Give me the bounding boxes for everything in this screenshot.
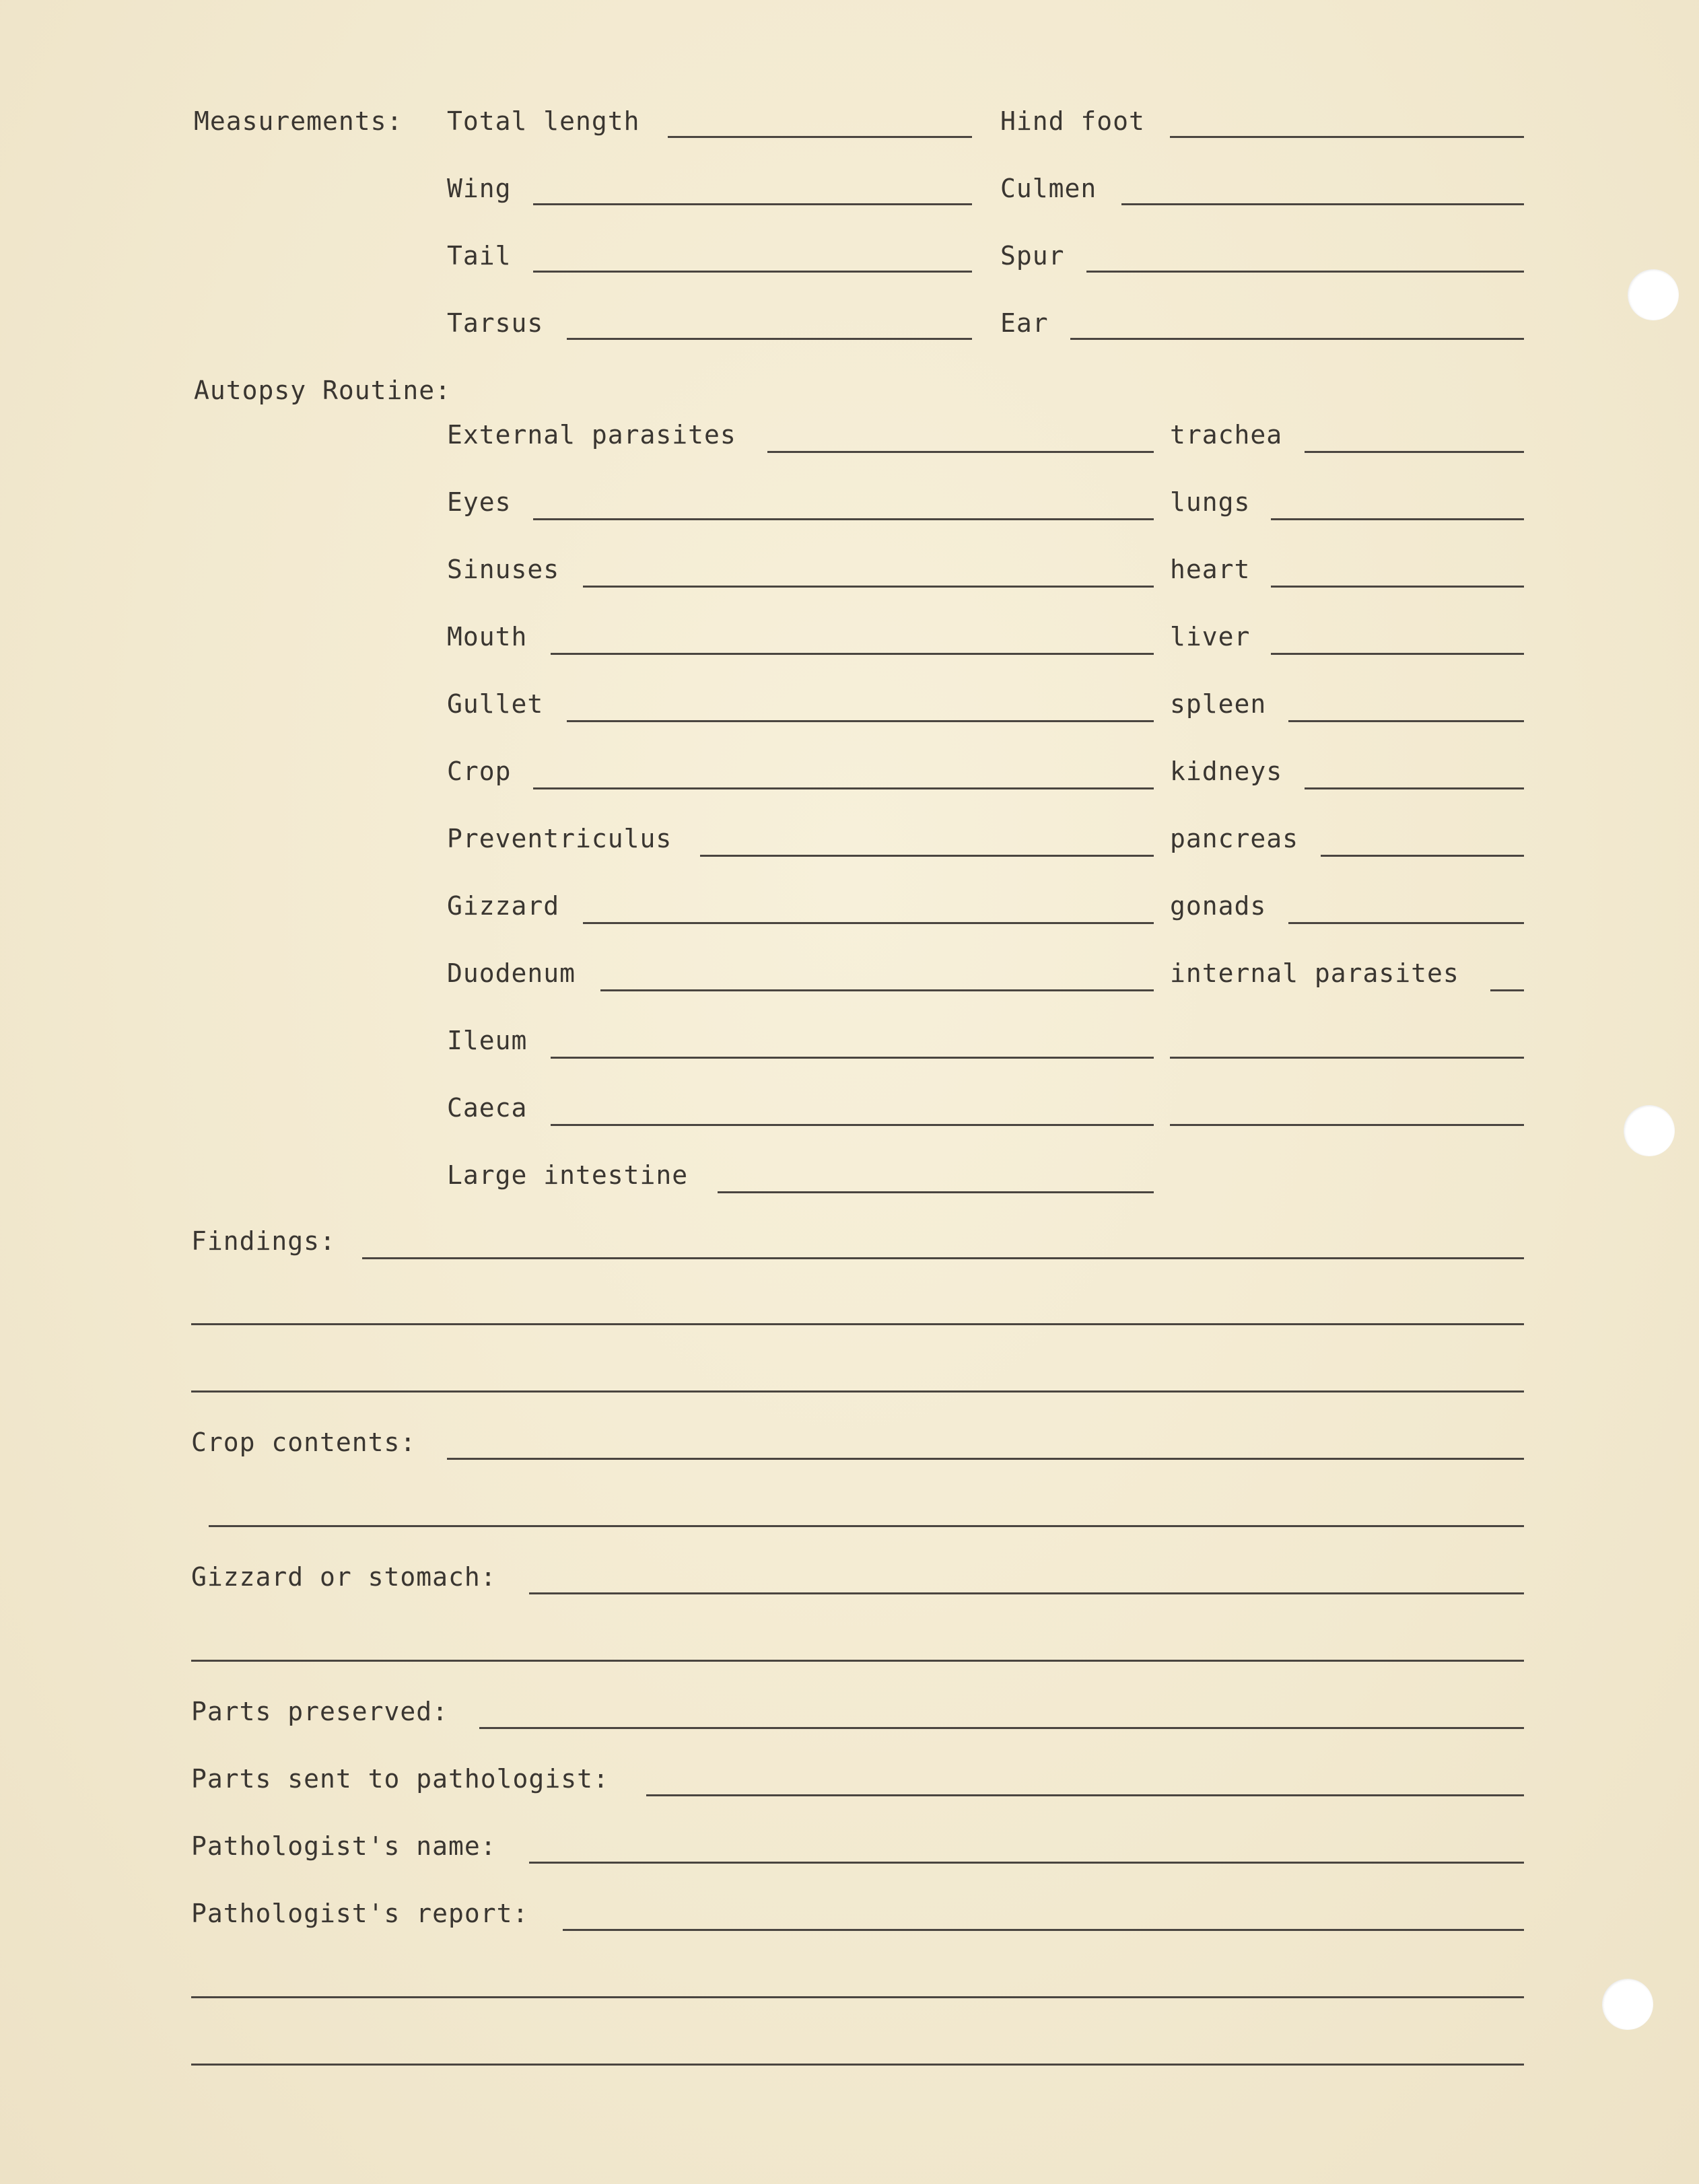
pathologist-report-field[interactable] bbox=[563, 1929, 1524, 1931]
internal-parasites-label: internal parasites bbox=[1170, 958, 1459, 988]
crop-contents-label: Crop contents: bbox=[191, 1428, 417, 1457]
gizzard-or-stomach-line-2[interactable] bbox=[191, 1660, 1524, 1662]
pancreas-label: pancreas bbox=[1170, 824, 1299, 853]
lungs-label: lungs bbox=[1170, 487, 1251, 517]
pathologist-name-label: Pathologist's name: bbox=[191, 1831, 497, 1861]
total-length-label: Total length bbox=[447, 106, 640, 136]
mouth-label: Mouth bbox=[447, 622, 528, 651]
parts-sent-label: Parts sent to pathologist: bbox=[191, 1764, 609, 1794]
culmen-label: Culmen bbox=[1000, 174, 1097, 203]
hind-foot-field[interactable] bbox=[1170, 136, 1524, 138]
internal-parasites-field[interactable] bbox=[1490, 989, 1524, 991]
findings-line-2[interactable] bbox=[191, 1323, 1524, 1325]
findings-label: Findings: bbox=[191, 1226, 336, 1256]
crop-contents-field[interactable] bbox=[447, 1458, 1524, 1460]
sinuses-label: Sinuses bbox=[447, 555, 560, 584]
wing-field[interactable] bbox=[533, 203, 972, 205]
liver-label: liver bbox=[1170, 622, 1251, 651]
gullet-label: Gullet bbox=[447, 689, 544, 719]
gullet-field[interactable] bbox=[567, 720, 1154, 722]
caeca-field[interactable] bbox=[551, 1124, 1154, 1126]
kidneys-field[interactable] bbox=[1305, 787, 1524, 789]
punch-hole-bottom bbox=[1602, 1979, 1653, 2030]
heart-field[interactable] bbox=[1271, 586, 1524, 588]
duodenum-field[interactable] bbox=[600, 989, 1154, 991]
external-parasites-field[interactable] bbox=[767, 451, 1154, 453]
parts-preserved-field[interactable] bbox=[479, 1727, 1524, 1729]
duodenum-label: Duodenum bbox=[447, 958, 576, 988]
tail-label: Tail bbox=[447, 241, 512, 271]
preventriculus-field[interactable] bbox=[700, 855, 1154, 857]
external-parasites-label: External parasites bbox=[447, 420, 736, 450]
gizzard-field[interactable] bbox=[583, 922, 1154, 924]
punch-hole-top bbox=[1628, 269, 1679, 320]
autopsy-heading: Autopsy Routine: bbox=[194, 376, 452, 405]
pathologist-report-label: Pathologist's report: bbox=[191, 1899, 529, 1928]
total-length-field[interactable] bbox=[668, 136, 972, 138]
spur-label: Spur bbox=[1000, 241, 1065, 271]
tarsus-label: Tarsus bbox=[447, 308, 544, 338]
ileum-field[interactable] bbox=[551, 1057, 1154, 1059]
hind-foot-label: Hind foot bbox=[1000, 106, 1145, 136]
parts-sent-field[interactable] bbox=[646, 1794, 1524, 1796]
gonads-label: gonads bbox=[1170, 891, 1267, 921]
tarsus-field[interactable] bbox=[567, 338, 972, 340]
tail-field[interactable] bbox=[533, 271, 972, 273]
crop-label: Crop bbox=[447, 756, 512, 786]
trachea-label: trachea bbox=[1170, 420, 1283, 450]
liver-field[interactable] bbox=[1271, 653, 1524, 655]
findings-line-3[interactable] bbox=[191, 1390, 1524, 1393]
eyes-field[interactable] bbox=[533, 518, 1154, 520]
mouth-field[interactable] bbox=[551, 653, 1154, 655]
kidneys-label: kidneys bbox=[1170, 756, 1283, 786]
internal-parasites-line-2[interactable] bbox=[1170, 1057, 1524, 1059]
preventriculus-label: Preventriculus bbox=[447, 824, 672, 853]
trachea-field[interactable] bbox=[1305, 451, 1524, 453]
wing-label: Wing bbox=[447, 174, 512, 203]
gizzard-label: Gizzard bbox=[447, 891, 560, 921]
crop-contents-line-2[interactable] bbox=[209, 1525, 1524, 1527]
findings-field[interactable] bbox=[362, 1257, 1524, 1259]
large-intestine-field[interactable] bbox=[718, 1191, 1154, 1193]
ear-field[interactable] bbox=[1070, 338, 1524, 340]
crop-field[interactable] bbox=[533, 787, 1154, 789]
sinuses-field[interactable] bbox=[583, 586, 1154, 588]
punch-hole-middle bbox=[1624, 1105, 1675, 1156]
large-intestine-label: Large intestine bbox=[447, 1160, 689, 1190]
eyes-label: Eyes bbox=[447, 487, 512, 517]
spleen-field[interactable] bbox=[1288, 720, 1524, 722]
gizzard-or-stomach-field[interactable] bbox=[529, 1592, 1524, 1594]
parts-preserved-label: Parts preserved: bbox=[191, 1697, 449, 1726]
caeca-label: Caeca bbox=[447, 1093, 528, 1123]
pancreas-field[interactable] bbox=[1321, 855, 1524, 857]
internal-parasites-line-3[interactable] bbox=[1170, 1124, 1524, 1126]
measurements-heading: Measurements: bbox=[194, 106, 403, 136]
ileum-label: Ileum bbox=[447, 1026, 528, 1055]
spur-field[interactable] bbox=[1086, 271, 1524, 273]
pathologist-report-line-3[interactable] bbox=[191, 2064, 1524, 2066]
lungs-field[interactable] bbox=[1271, 518, 1524, 520]
ear-label: Ear bbox=[1000, 308, 1049, 338]
gonads-field[interactable] bbox=[1288, 922, 1524, 924]
pathologist-name-field[interactable] bbox=[529, 1862, 1524, 1864]
heart-label: heart bbox=[1170, 555, 1251, 584]
gizzard-or-stomach-label: Gizzard or stomach: bbox=[191, 1562, 497, 1592]
pathologist-report-line-2[interactable] bbox=[191, 1996, 1524, 1998]
spleen-label: spleen bbox=[1170, 689, 1267, 719]
culmen-field[interactable] bbox=[1121, 203, 1524, 205]
